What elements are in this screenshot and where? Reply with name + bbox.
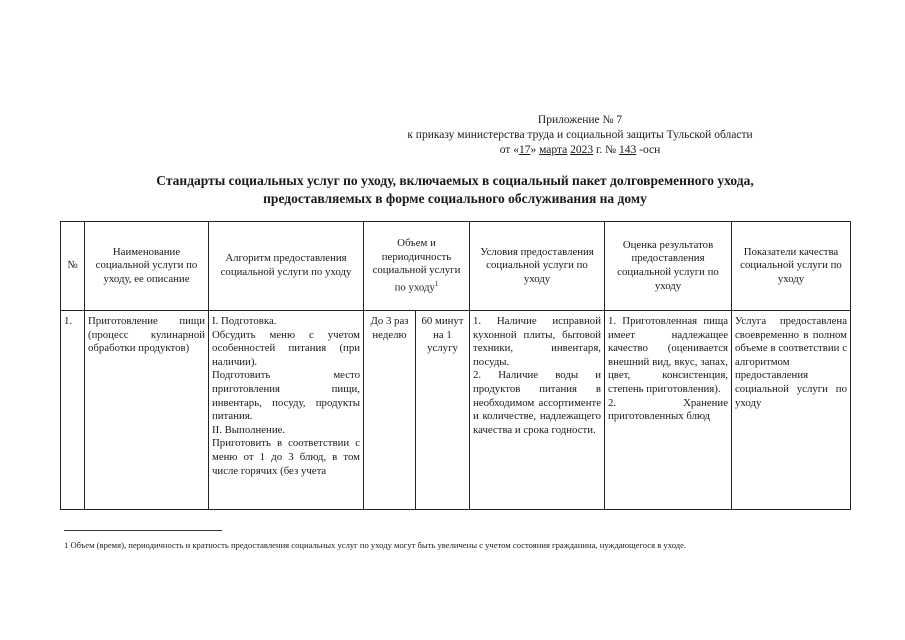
header-indicators: Показатели качества социальной услуги по уходу bbox=[732, 222, 851, 311]
order-no-label: г. № bbox=[593, 144, 620, 156]
cell-name: Приготовление пищи (процесс кулинарной обработки продуктов) bbox=[85, 311, 209, 510]
order-number: 143 bbox=[619, 144, 637, 156]
table-header-row bbox=[61, 222, 851, 311]
header-volume-text: Объем и периодичность социальной услуги по уходу bbox=[372, 237, 461, 294]
appendix-date-line bbox=[360, 143, 800, 158]
assessment-line: 1. Приготовленная пища имеет надлежащее качество (оценивается внешний вид, вкус, запах, цвет, консистенция, степень приготовления). bbox=[608, 315, 728, 395]
standards-table bbox=[60, 221, 851, 510]
title-line-2: предоставляемых в форме социального обслуживания на дому bbox=[263, 191, 647, 206]
header-algorithm: Алгоритм предоставления социальной услуги по уходу bbox=[209, 222, 364, 311]
algorithm-line: Приготовить в соответствии с меню от 1 до 3 блюд, в том числе горячих (без учета bbox=[212, 437, 360, 477]
conditions-line: 1. Наличие исправной кухонной плиты, бытовой техники, инвентаря, посуды. bbox=[473, 315, 601, 368]
cell-conditions bbox=[470, 311, 605, 510]
footnote-text: 1 Объем (время), периодичность и кратность предоставления социальных услуг по уходу могут быть увеличены с учетом состояния гражданина, нуждающегося в уходе. bbox=[64, 540, 687, 550]
header-no: № bbox=[61, 222, 85, 311]
header-assessment: Оценка результатов предоставления социальной услуги по уходу bbox=[605, 222, 732, 311]
cell-no: 1. bbox=[61, 311, 85, 510]
appendix-order-ref: к приказу министерства труда и социальной защиты Тульской области bbox=[407, 129, 753, 141]
order-suffix: -осн bbox=[636, 144, 661, 156]
header-name: Наименование социальной услуги по уходу, ее описание bbox=[85, 222, 209, 311]
date-year: 2023 bbox=[570, 144, 594, 156]
algorithm-line: I. Подготовка. bbox=[212, 315, 277, 327]
date-prefix: от « bbox=[499, 144, 519, 156]
conditions-line: 2. Наличие воды и продуктов питания в необходимом ассортименте и количестве, надлежащего качества и срока годности. bbox=[473, 369, 601, 436]
date-month: марта bbox=[539, 144, 568, 156]
header-volume bbox=[364, 222, 470, 311]
algorithm-line: II. Выполнение. bbox=[212, 423, 286, 436]
title-line-1: Стандарты социальных услуг по уходу, включаемых в социальный пакет долговременного ухода, bbox=[156, 173, 754, 188]
cell-algorithm bbox=[209, 311, 364, 510]
cell-indicators: Услуга предоставлена своевременно в полном объеме в соответствии с алгоритмом предоставления социальной услуги по уходу bbox=[732, 311, 851, 510]
appendix-header bbox=[360, 113, 800, 158]
cell-frequency: До 3 раз неделю bbox=[364, 311, 416, 510]
appendix-title: Приложение № 7 bbox=[537, 114, 623, 126]
date-mid: » bbox=[530, 144, 540, 156]
assessment-line: 2. Хранение приготовленных блюд bbox=[608, 396, 728, 423]
cell-duration: 60 минут на 1 услугу bbox=[416, 311, 470, 510]
document-title bbox=[60, 172, 850, 208]
footnote-marker: 1 bbox=[434, 279, 439, 288]
footnote-divider bbox=[64, 530, 222, 531]
algorithm-line: Подготовить место приготовления пищи, инвентарь, посуду, продукты питания. bbox=[212, 369, 360, 423]
cell-assessment bbox=[605, 311, 732, 510]
algorithm-line: Обсудить меню с учетом особенностей питания (при наличии). bbox=[212, 328, 360, 368]
table-row bbox=[61, 311, 851, 510]
date-day: 17 bbox=[518, 144, 531, 156]
header-conditions: Условия предоставления социальной услуги по уходу bbox=[470, 222, 605, 311]
